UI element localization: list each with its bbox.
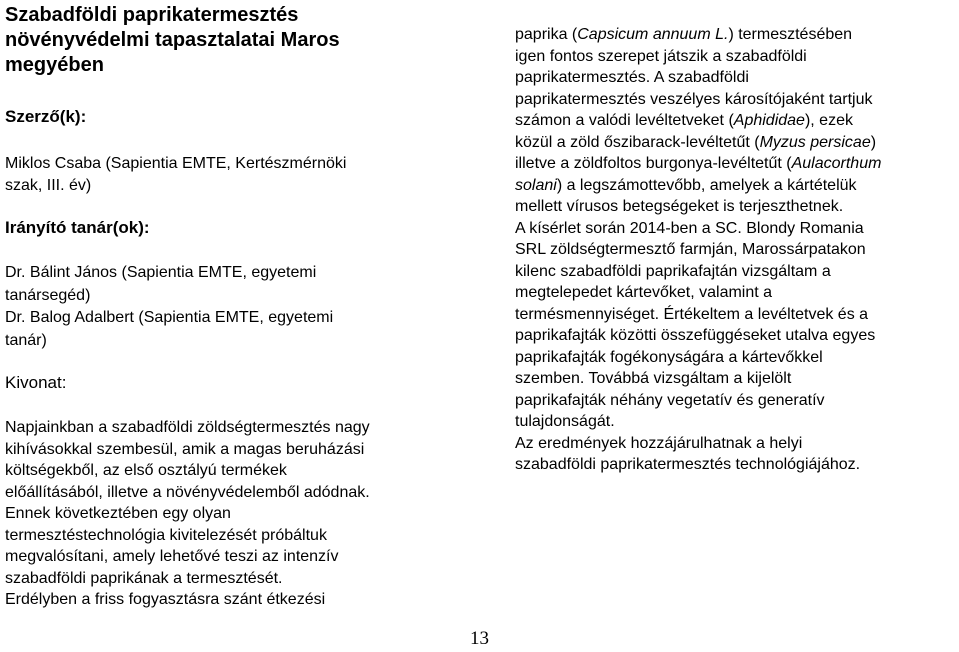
body-line: paprika (Capsicum annuum L.) termesztésében [515, 26, 853, 43]
supervisor-line: Dr. Balog Adalbert (Sapientia EMTE, egyetemi [5, 309, 334, 326]
body-line: paprikafajták közötti összefüggéseket utalva egyes [515, 327, 876, 344]
body-line: megtelepedet kártevőket, valamint a [515, 284, 773, 301]
supervisor-line: tanár) [5, 331, 47, 349]
body-line: szemben. Továbbá vizsgáltam a kijelölt [515, 370, 792, 387]
abstract-line: Napjainkban a szabadföldi zöldségtermesztés nagy [5, 419, 370, 436]
abstract-body [5, 417, 447, 611]
authors-heading: Szerző(k): [5, 107, 87, 126]
body-line: SRL zöldségtermesztő farmján, Marossárpatakon [515, 241, 866, 258]
title-line: Szabadföldi paprikatermesztés [5, 4, 299, 26]
body-line: termésmennyiséget. Értékeltem a levéltetvek és a [515, 305, 869, 323]
body-line: paprikatermesztés veszélyes károsítójaként tartjuk [515, 90, 873, 108]
page-number: 13 [470, 628, 489, 649]
document-title [5, 3, 425, 78]
species-name: Capsicum annuum L. [577, 26, 729, 43]
body-line: szabadföldi paprikatermesztés technológiájához. [515, 456, 861, 473]
abstract-line: megvalósítani, amely lehetővé teszi az intenzív [5, 548, 339, 565]
body-line: illetve a zöldfoltos burgonya-levéltetűt (Aulacorthum [515, 155, 882, 172]
body-line: igen fontos szerepet játszik a szabadföldi [515, 47, 807, 65]
body-line: tulajdonságát. [515, 413, 615, 430]
body-line: Az eredmények hozzájárulhatnak a helyi [515, 434, 803, 452]
abstract-heading: Kivonat: [5, 373, 67, 392]
body-line: solani) a legszámottevőbb, amelyek a kártételük [515, 176, 857, 194]
body-line: paprikafajták néhány vegetatív és generatív [515, 391, 825, 409]
author-line: Miklos Csaba (Sapientia EMTE, Kertészmérnöki [5, 155, 347, 172]
title-line: megyében [5, 54, 104, 76]
body-line: A kísérlet során 2014-ben a SC. Blondy Romania [515, 219, 864, 237]
abstract-line: költségekből, az első osztályú termékek [5, 462, 287, 479]
species-name: Myzus persicae [759, 133, 871, 151]
body-line: paprikatermesztés. A szabadföldi [515, 69, 749, 86]
author-line: szak, III. év) [5, 177, 92, 194]
abstract-continuation [515, 24, 955, 476]
abstract-line: Ennek következtében egy olyan [5, 505, 231, 522]
supervisor-line: Dr. Bálint János (Sapientia EMTE, egyetemi [5, 264, 317, 281]
body-line: közül a zöld őszibarack-levéltetűt (Myzus persicae) [515, 133, 877, 151]
body-line: mellett vírusos betegségeket is terjeszthetnek. [515, 198, 844, 215]
abstract-line: kihívásokkal szembesül, amik a magas beruházási [5, 440, 365, 458]
supervisor-info [5, 262, 333, 352]
abstract-line: előállításából, illetve a növényvédelemből adódnak. [5, 483, 370, 501]
supervisor-line: tanársegéd) [5, 286, 91, 304]
body-line: kilenc szabadföldi paprikafajtán vizsgáltam a [515, 262, 831, 280]
body-line: számon a valódi levéltetveket (Aphididae), ezek [515, 112, 853, 129]
supervisors-heading: Irányító tanár(ok): [5, 218, 150, 237]
title-line: növényvédelmi tapasztalatai Maros [5, 29, 340, 51]
species-name: Aphididae [733, 112, 805, 129]
species-name: Aulacorthum [791, 155, 882, 172]
abstract-line: szabadföldi paprikának a termesztését. [5, 569, 283, 587]
species-name: solani [515, 176, 557, 194]
body-line: paprikafajták fogékonyságára a kártevőkkel [515, 348, 823, 366]
abstract-line: termesztéstechnológia kivitelezését próbáltuk [5, 526, 327, 544]
abstract-line: Erdélyben a friss fogyasztásra szánt étkezési [5, 591, 326, 608]
author-info [5, 153, 346, 197]
